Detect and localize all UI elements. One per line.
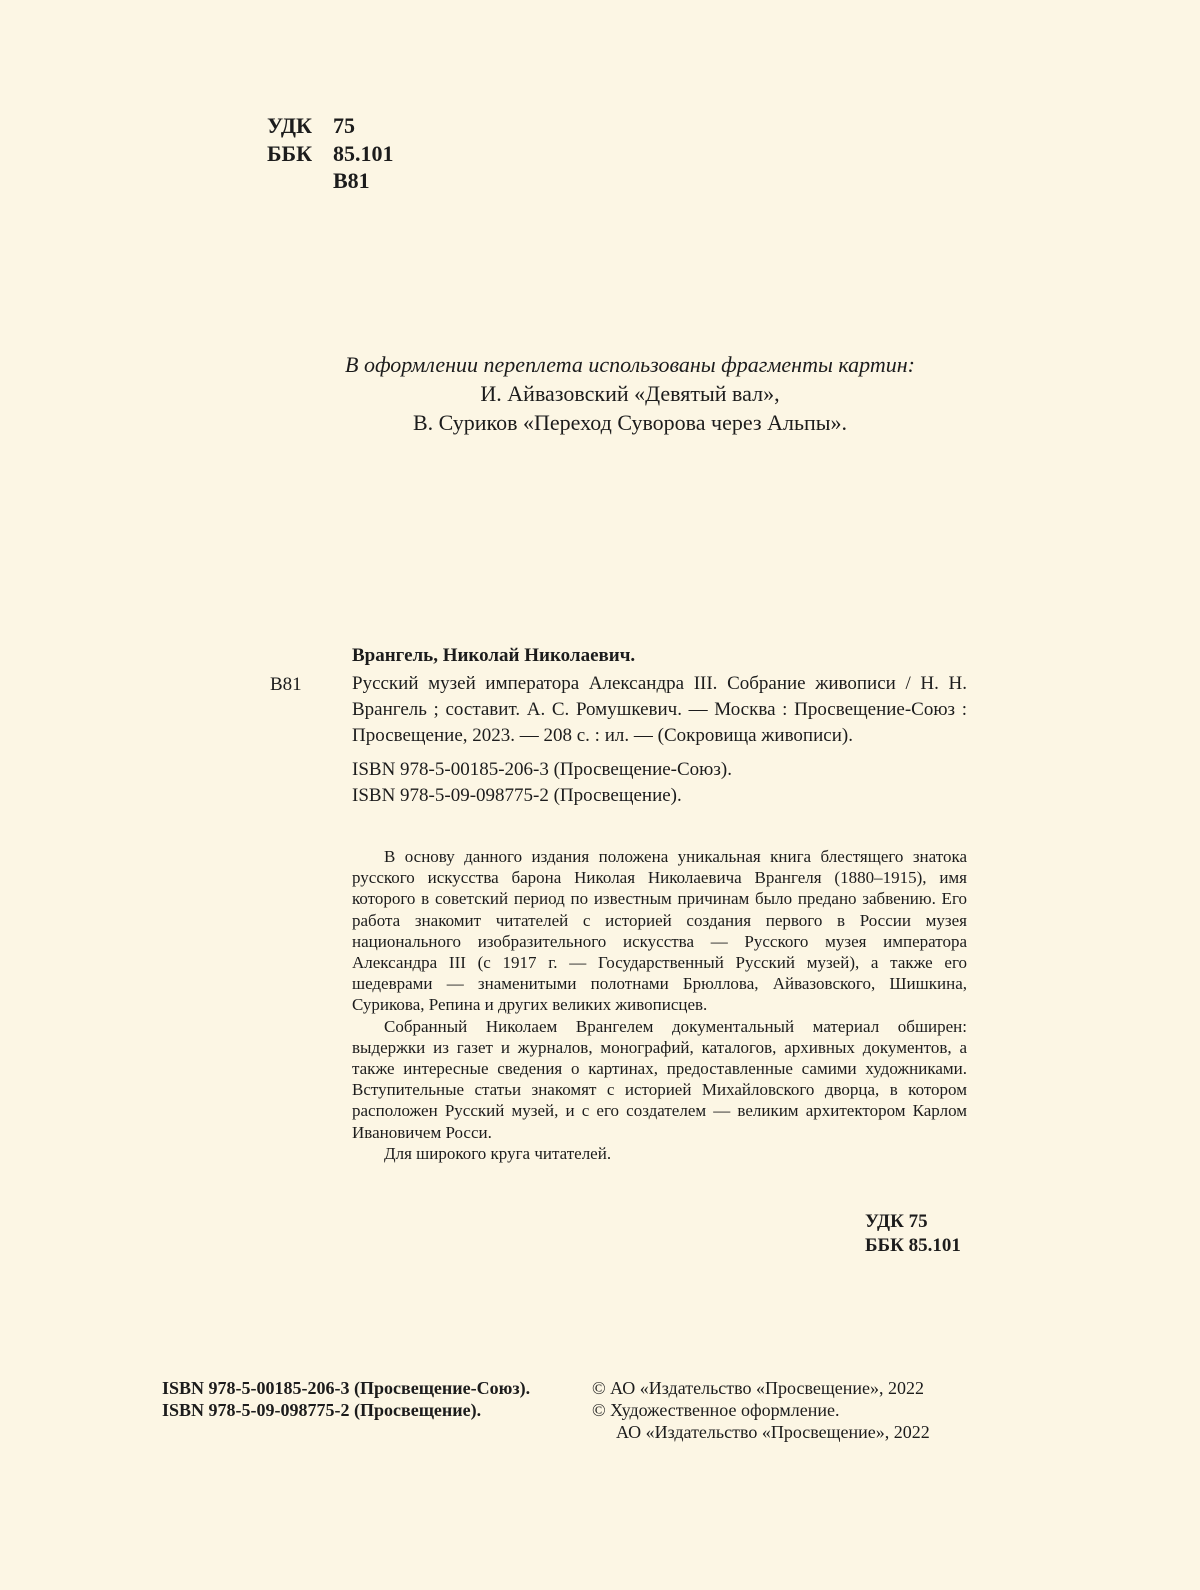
bbk-line	[267, 140, 394, 168]
footer-isbn-2: ISBN 978-5-09-098775-2 (Просвещение).	[162, 1400, 482, 1420]
abstract-paragraph-2: Собранный Николаем Врангелем документальный материал обширен: выдержки из газет и журналов, монографий, каталогов, архивных документов, а также интересные сведения о картинах, предоставленные самими художниками. Вступительные статьи знакомят с историей Михайловского дворца, в котором расположен Русский музей, и с его создателем — великим архитектором Карлом Ивановичем Росси.	[352, 1016, 967, 1142]
bib-isbn-2: ISBN 978-5-09-098775-2 (Просвещение).	[352, 785, 682, 806]
cover-credits-line-2: В. Суриков «Переход Суворова через Альпы».	[412, 410, 848, 435]
bib-isbn-list	[352, 757, 967, 809]
footer-isbn-block	[162, 1377, 530, 1421]
cover-credits	[300, 350, 960, 437]
bib-isbn-1: ISBN 978-5-00185-206-3 (Просвещение-Союз).	[352, 759, 732, 780]
udk-label: УДК	[267, 113, 313, 138]
abstract-paragraph-3: Для широкого круга читателей.	[384, 1143, 612, 1163]
classification-bottom	[865, 1210, 961, 1258]
cover-credits-intro: В оформлении переплета использованы фрагменты картин:	[345, 352, 915, 377]
bbk-label: ББК	[267, 141, 313, 166]
udk-line	[267, 112, 355, 140]
footer-copyright-block	[592, 1377, 930, 1443]
copyright-1: © АО «Издательство «Просвещение», 2022	[592, 1378, 924, 1398]
author-mark-line	[267, 167, 370, 195]
bib-description: Русский музей императора Александра III. Собрание живописи / Н. Н. Врангель ; составит. А. С. Ромушкевич. — Москва : Просвещение-Союз : Просвещение, 2023. — 208 с. : ил. — (Сокровища живописи).	[352, 673, 967, 746]
udk-value: 75	[333, 113, 355, 138]
copyright-3: АО «Издательство «Просвещение», 2022	[616, 1422, 930, 1442]
bib-author: Врангель, Николай Николаевич.	[352, 645, 636, 666]
author-mark: В81	[333, 168, 370, 193]
udk-bottom: УДК 75	[865, 1211, 928, 1232]
bbk-value: 85.101	[333, 141, 394, 166]
bbk-bottom: ББК 85.101	[865, 1235, 961, 1256]
cover-credits-line-1: И. Айвазовский «Девятый вал»,	[480, 381, 780, 406]
bib-author-mark: В81	[270, 674, 302, 695]
abstract	[352, 846, 967, 1164]
copyright-2: © Художественное оформление.	[592, 1400, 840, 1420]
bibliographic-record	[352, 643, 967, 809]
abstract-paragraph-1: В основу данного издания положена уникальная книга блестящего знатока русского искусства барона Николая Николаевича Врангеля (1880–1915), имя которого в советский период по известным причинам было предано забвению. Его работа знакомит читателей с историей создания первого в России музея национального изобразительного искусства — Русского музея императора Александра III (с 1917 г. — Государственный Русский музей), а также его шедеврами — знаменитыми полотнами Брюллова, Айвазовского, Шишкина, Сурикова, Репина и других великих живописцев.	[352, 847, 967, 1015]
footer-isbn-1: ISBN 978-5-00185-206-3 (Просвещение-Союз).	[162, 1378, 531, 1398]
